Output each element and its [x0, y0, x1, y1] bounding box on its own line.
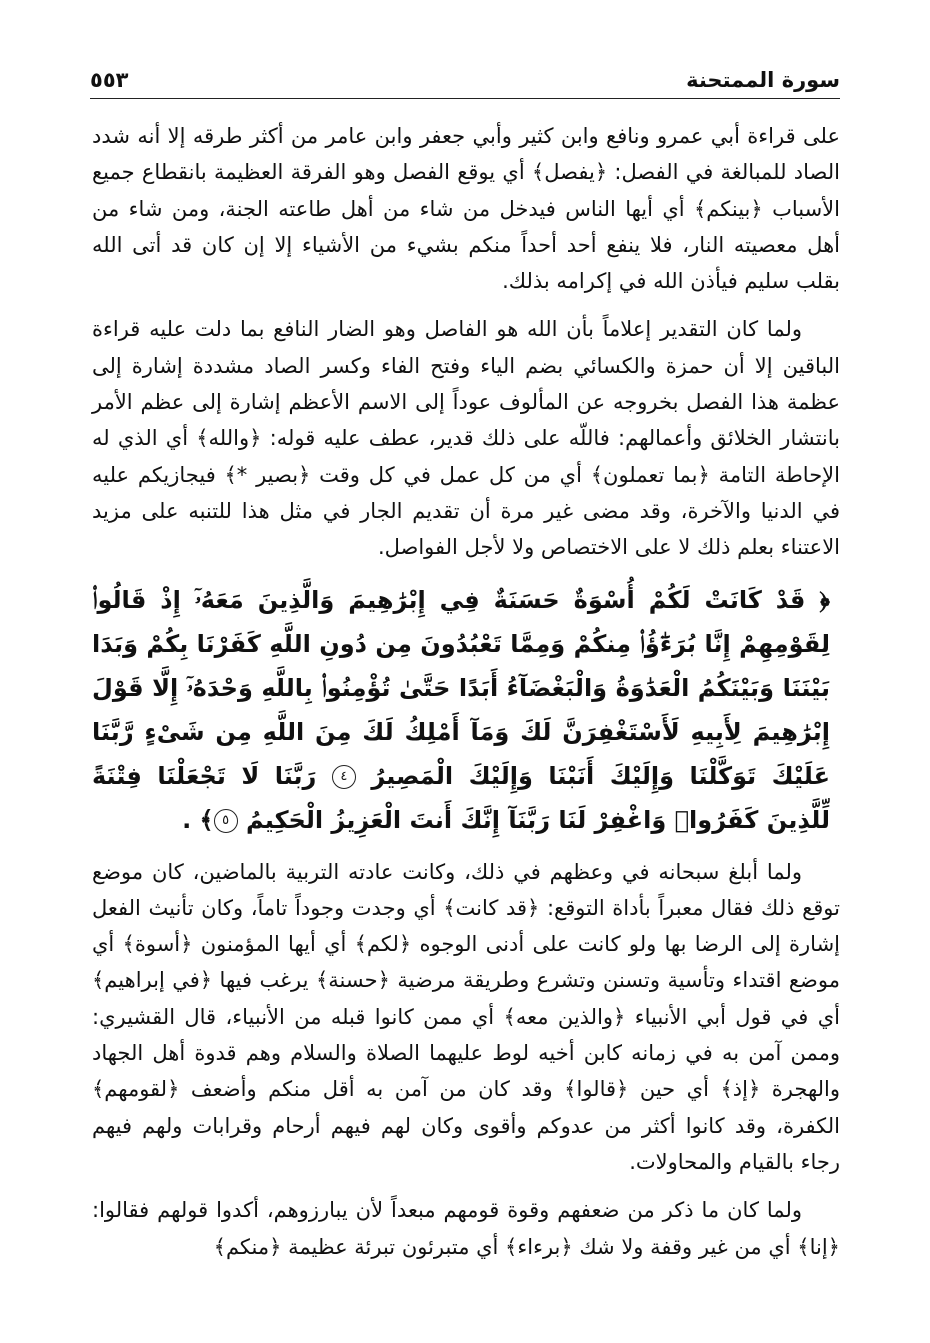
page-number: ٥٥٣ — [90, 68, 129, 92]
surah-title: سورة الممتحنة — [686, 68, 840, 92]
verse-number-5: ٥ — [214, 809, 238, 833]
verse-text-5: رَبَّنَا لَا تَجْعَلْنَا فِتْنَةً لِّلَّذِينَ كَفَرُوا۟ وَاغْفِرْ لَنَا رَبَّنَآ إِنَّكَ أَنتَ الْعَزِيزُ الْحَكِيمُ — [92, 761, 830, 834]
paragraph-2: ولما كان التقدير إعلاماً بأن الله هو الفاصل وهو الضار النافع بما دلت عليه قراءة الباقين إلا أن حمزة والكسائي بضم الياء وفتح الفاء وكسر الصاد مشددة إشارة إلى عظمة هذا الفصل بخروجه عن المألوف عوداً إلى الاسم الأعظم إشارة إلى عظم الأمر بانتشار الخلائق وأعمالهم: فاللّه على ذلك قدير، عطف عليه قوله: ﴿والله﴾ أي الذي له الإحاطة التامة ﴿بما تعملون﴾ أي من كل عمل في كل وقت ﴿بصير *﴾ فيجازيكم عليه في الدنيا والآخرة، وقد مضى غير مرة أن تقديم الجار في مثل هذا للتنبه على مزيد الاعتناء بعلم ذلك لا على الاختصاص ولا لأجل الفواصل. — [92, 317, 840, 560]
page-body — [92, 118, 840, 1277]
verse-close-bracket: ﴾ . — [182, 805, 214, 834]
verse-text-4: قَدْ كَانَتْ لَكُمْ أُسْوَةٌ حَسَنَةٌ فِي إِبْرَٰهِيمَ وَالَّذِينَ مَعَهُۥٓ إِذْ قَالُوا۟ لِقَوْمِهِمْ إِنَّا بُرَءَٰٓؤُا۟ مِنكُمْ وَمِمَّا تَعْبُدُونَ مِن دُونِ اللَّهِ كَفَرْنَا بِكُمْ وَبَدَا بَيْنَنَا وَبَيْنَكُمُ الْعَدَٰوَةُ وَالْبَغْضَآءُ أَبَدًا حَتَّىٰ تُؤْمِنُوا۟ بِاللَّهِ وَحْدَهُۥٓ إِلَّا قَوْلَ إِبْرَٰهِيمَ لِأَبِيهِ لَأَسْتَغْفِرَنَّ لَكَ وَمَآ أَمْلِكُ لَكَ مِنَ اللَّهِ مِن شَىْءٍ رَّبَّنَا عَلَيْكَ تَوَكَّلْنَا وَإِلَيْكَ أَنَبْنَا وَإِلَيْكَ الْمَصِيرُ — [92, 585, 830, 790]
paragraph-3: ولما أبلغ سبحانه في وعظهم في ذلك، وكانت عادته التربية بالماضين، كان موضع توقع ذلك فقال معبراً بأداة التوقع: ﴿قد كانت﴾ أي وجدت وجوداً تاماً، وكان تأنيث الفعل إشارة إلى الرضا بها ولو كانت على أدنى الوجوه ﴿لكم﴾ أي أيها المؤمنون ﴿أسوة﴾ أي موضع اقتداء وتأسية وتسنن وتشرع وطريقة مرضية ﴿حسنة﴾ يرغب فيها ﴿في إبراهيم﴾ أي في قول أبي الأنبياء ﴿والذين معه﴾ أي ممن كانوا قبله من الأنبياء، قال القشيري: وممن آمن به في زمانه كابن أخيه لوط عليهما الصلاة والسلام وهم قدوة أهل الجهاد والهجرة ﴿إذ﴾ أي حين ﴿قالوا﴾ وقد كان من آمن به أقل منكم وأضعف ﴿لقومهم﴾ الكفرة، وقد كانوا أكثر من عدوكم وأقوى وكان لهم فيهم أرحام وقرابات ولهم فيهم رجاء بالقيام والمحاولات. — [92, 859, 840, 1174]
verse-number-4: ٤ — [332, 765, 356, 789]
page-header — [90, 58, 840, 99]
paragraph-4: ولما كان ما ذكر من ضعفهم وقوة قومهم مبعداً لأن يبارزوهم، أكدوا قولهم فقالوا: ﴿إنا﴾ أي من غير وقفة ولا شك ﴿برءاء﴾ أي متبرئون تبرئة عظيمة ﴿منكم﴾ — [92, 1198, 840, 1259]
paragraph-1: على قراءة أبي عمرو ونافع وابن كثير وأبي جعفر وابن عامر من أكثر طرقه إلا أنه شدد الصاد للمبالغة في الفصل: ﴿يفصل﴾ أي يوقع الفصل وهو الفرقة العظيمة بانقطاع جميع الأسباب ﴿بينكم﴾ أي أيها الناس فيدخل من شاء من أهل طاعته الجنة، ومن شاء من أهل معصيته النار، فلا ينفع أحد أحداً منكم بشيء من الأشياء إلا إن كان قد أتى الله بقلب سليم فيأذن الله في إكرامه بذلك. — [92, 124, 840, 294]
verse-open-bracket: ﴿ — [819, 585, 830, 614]
quran-verse-block — [92, 578, 840, 842]
